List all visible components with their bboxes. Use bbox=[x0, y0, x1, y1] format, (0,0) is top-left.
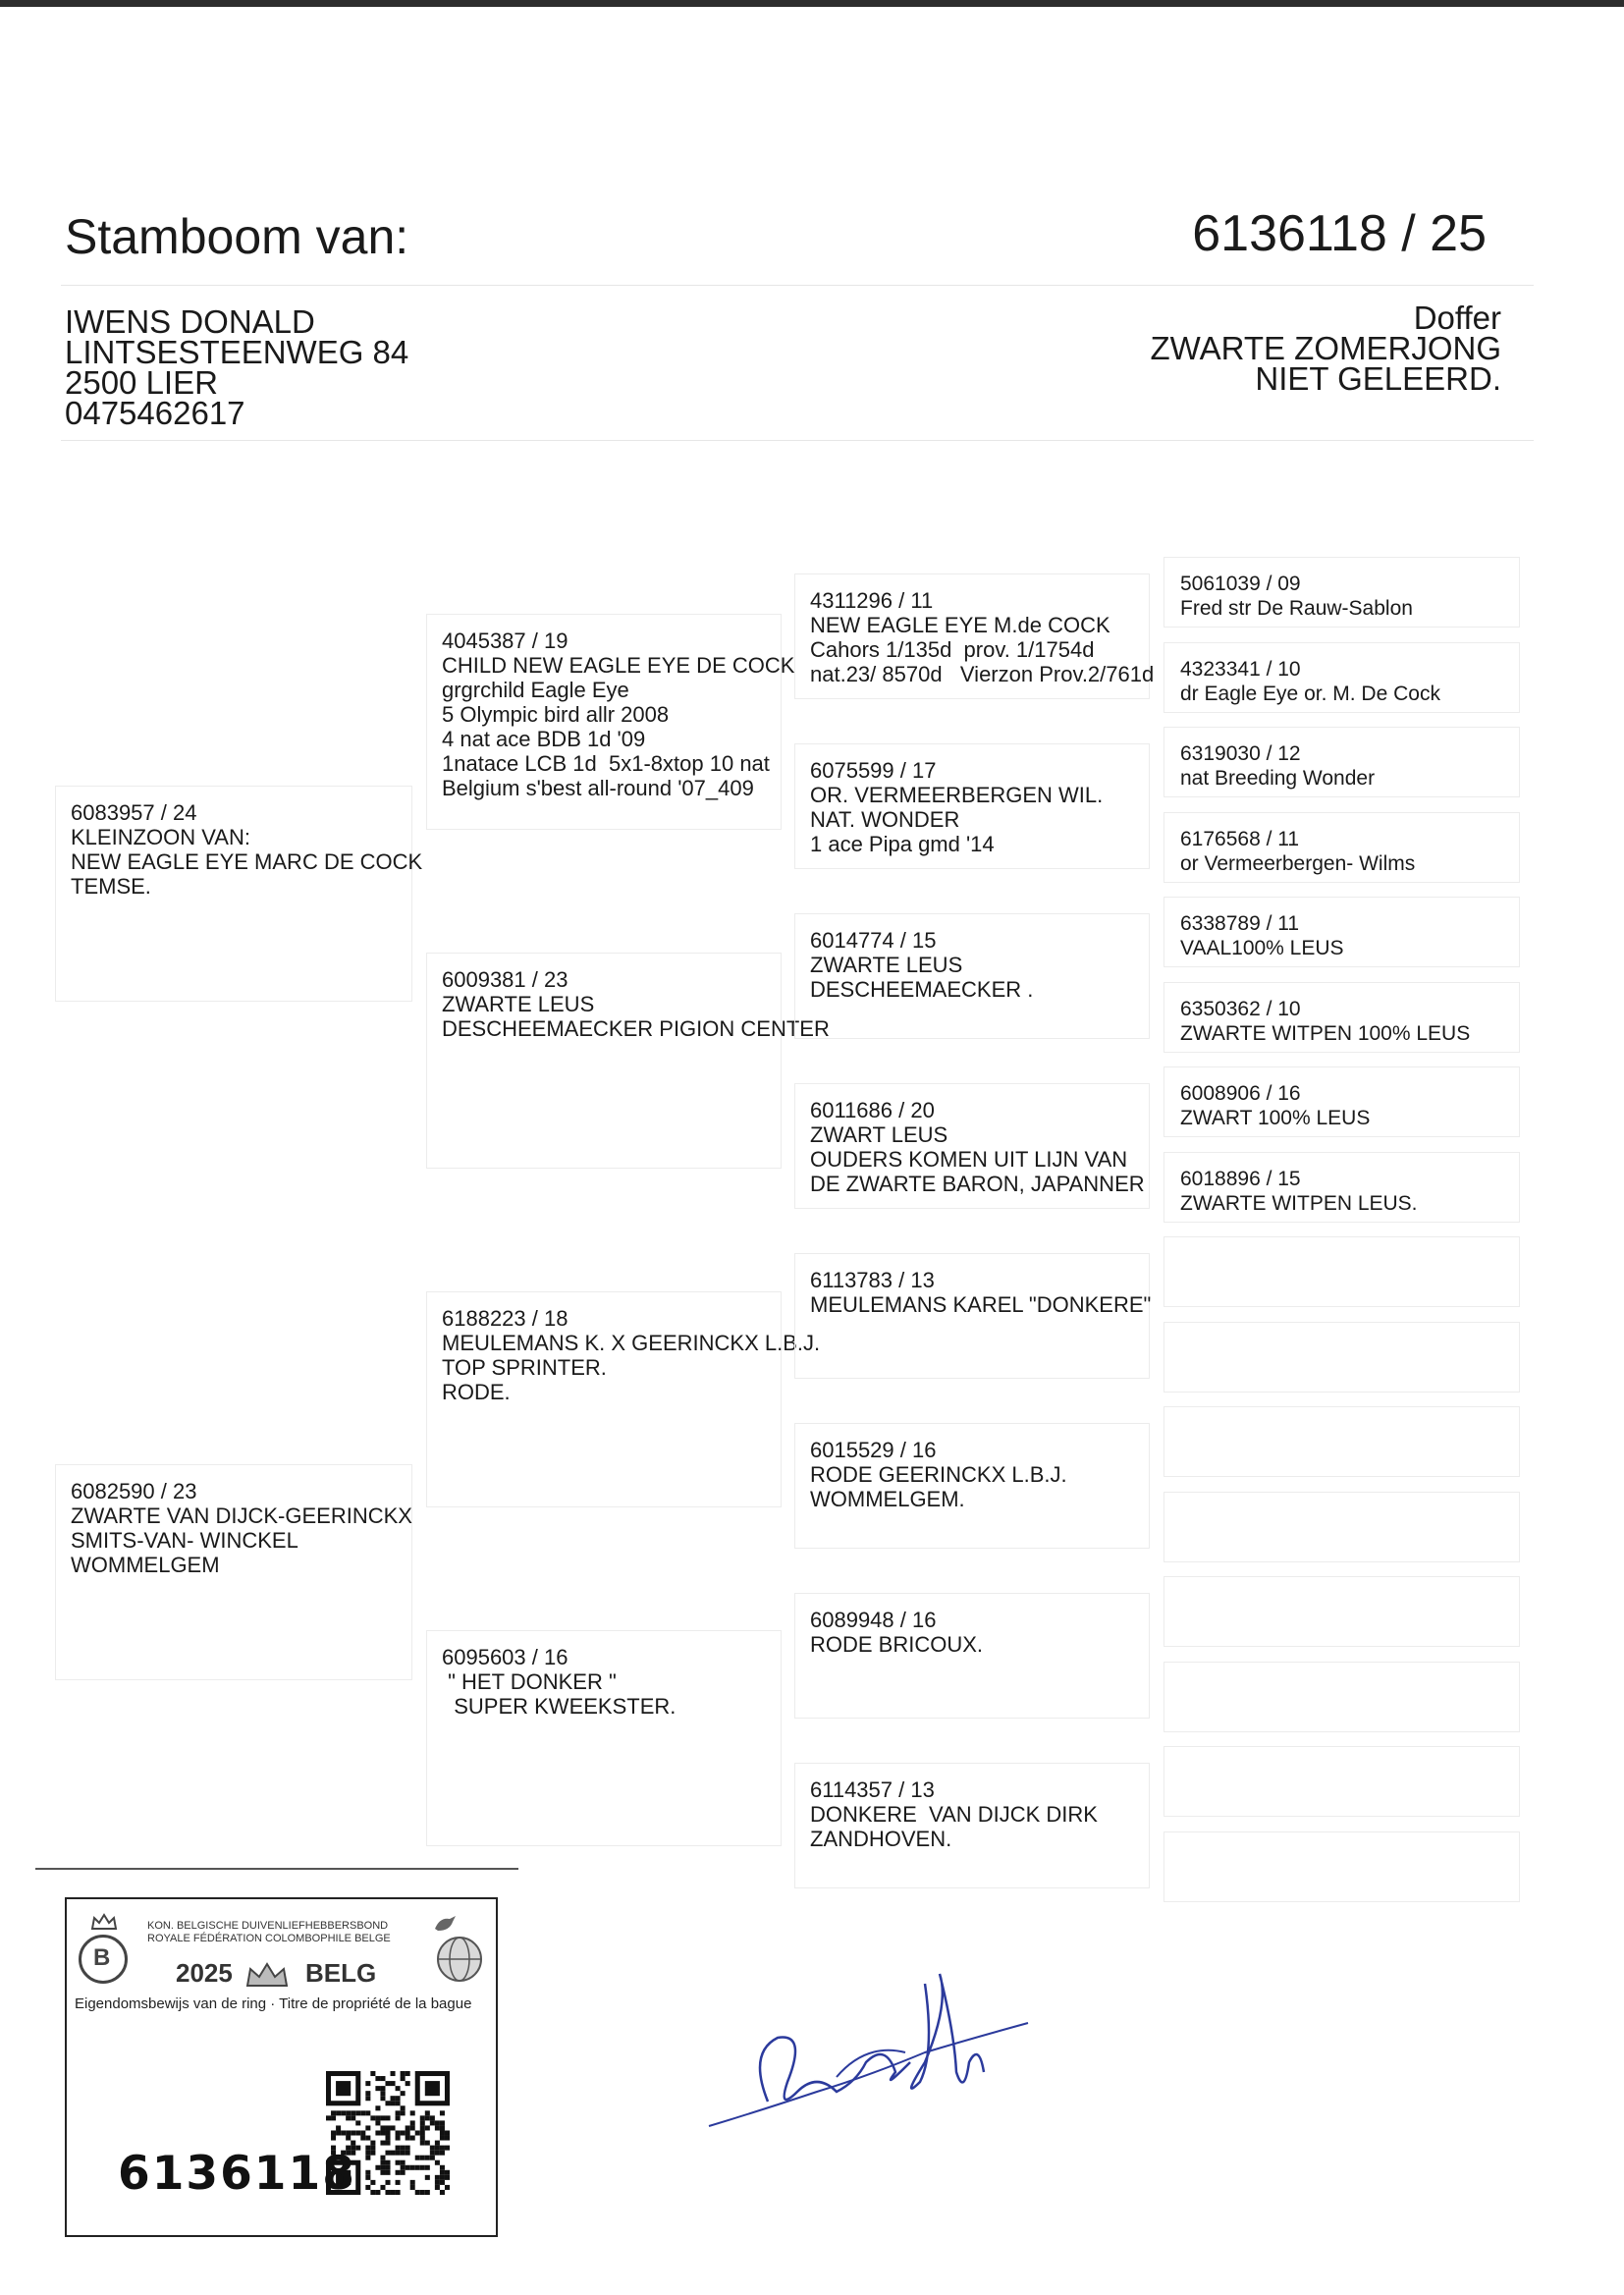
ancestor-note: OR. VERMEERBERGEN WIL. bbox=[810, 783, 1104, 807]
ring-number: 6350362 / 10 bbox=[1180, 998, 1301, 1020]
ancestor-note: NEW EAGLE EYE M.de COCK bbox=[810, 613, 1110, 637]
ring-number: 4311296 / 11 bbox=[810, 588, 934, 613]
bird-status: NIET GELEERD. bbox=[1255, 360, 1501, 397]
gen3-ancestor-box bbox=[794, 574, 1155, 699]
crown-icon bbox=[90, 1913, 118, 1931]
ancestor-note: RODE GEERINCKX L.B.J. bbox=[810, 1462, 1067, 1487]
ancestor-note: VAAL100% LEUS bbox=[1180, 937, 1344, 959]
gen4-ancestor-box bbox=[1164, 897, 1520, 967]
ancestor-note: ZWARTE VAN DIJCK-GEERINCKX bbox=[71, 1503, 412, 1528]
ancestor-note: dr Eagle Eye or. M. De Cock bbox=[1180, 683, 1440, 705]
ancestor-note: ZWARTE WITPEN LEUS. bbox=[1180, 1192, 1418, 1215]
ring-number: 6176568 / 11 bbox=[1180, 828, 1300, 850]
gen4-ancestor-box bbox=[1164, 812, 1520, 883]
ring-number: 4323341 / 10 bbox=[1180, 658, 1301, 681]
gen3-ancestor-box bbox=[794, 743, 1150, 869]
ring-number: 5061039 / 09 bbox=[1180, 573, 1301, 595]
ownership-text: Eigendomsbewijs van de ring · Titre de propriété de la bague bbox=[75, 1995, 472, 2012]
gen3-ancestor-box bbox=[794, 1253, 1150, 1379]
ancestor-note: KLEINZOON VAN: bbox=[71, 825, 250, 849]
ring-number: 6009381 / 23 bbox=[442, 967, 568, 992]
gen1-ancestor-box bbox=[55, 786, 423, 1002]
ancestor-note: 5 Olympic bird allr 2008 bbox=[442, 702, 670, 727]
gen2-ancestor-box bbox=[426, 1291, 821, 1507]
ancestor-note: SMITS-VAN- WINCKEL bbox=[71, 1528, 298, 1553]
bird-color: ZWARTE ZOMERJONG bbox=[1150, 330, 1501, 366]
ancestor-note: WOMMELGEM bbox=[71, 1553, 220, 1577]
owner-city: 2500 LIER bbox=[65, 364, 218, 401]
card-ring-number: 6136118 bbox=[118, 2147, 356, 2201]
org-name-fr: ROYALE FÉDÉRATION COLOMBOPHILE BELGE bbox=[147, 1933, 391, 1944]
gen4-ancestor-box bbox=[1164, 1662, 1520, 1732]
ancestor-note: OUDERS KOMEN UIT LIJN VAN bbox=[810, 1147, 1128, 1172]
ancestor-note: ZWARTE LEUS bbox=[442, 992, 595, 1016]
ancestor-note: Belgium s'best all-round '07_409 bbox=[442, 776, 754, 800]
ancestor-note: ZWART 100% LEUS bbox=[1180, 1107, 1371, 1129]
ancestor-note: Fred str De Rauw-Sablon bbox=[1180, 597, 1413, 620]
ancestor-note: RODE BRICOUX. bbox=[810, 1632, 984, 1657]
gen4-ancestor-box bbox=[1164, 1492, 1520, 1562]
gen4-ancestor-box bbox=[1164, 1746, 1520, 1817]
ancestor-note: TEMSE. bbox=[71, 874, 151, 899]
ancestor-note: grgrchild Eagle Eye bbox=[442, 678, 629, 702]
ring-number: 4045387 / 19 bbox=[442, 628, 568, 653]
card-separator bbox=[35, 1868, 518, 1870]
ancestor-note: CHILD NEW EAGLE EYE DE COCK bbox=[442, 653, 795, 678]
gen3-ancestor-box bbox=[794, 1593, 1150, 1719]
divider bbox=[61, 440, 1534, 441]
ancestor-note: DONKERE VAN DIJCK DIRK bbox=[810, 1802, 1098, 1827]
ring-number: 6338789 / 11 bbox=[1180, 912, 1300, 935]
gen3-ancestor-box bbox=[794, 1423, 1150, 1549]
ancestor-note: 1 ace Pipa gmd '14 bbox=[810, 832, 995, 856]
ancestor-note: TOP SPRINTER. bbox=[442, 1355, 607, 1380]
ring-number: 6114357 / 13 bbox=[810, 1777, 935, 1802]
divider bbox=[61, 285, 1534, 286]
ring-number: 6008906 / 16 bbox=[1180, 1082, 1301, 1105]
ancestor-note: WOMMELGEM. bbox=[810, 1487, 965, 1511]
pigeon-icon bbox=[432, 1913, 458, 1935]
ancestor-note: DESCHEEMAECKER PIGION CENTER bbox=[442, 1016, 830, 1041]
ring-number: 6015529 / 16 bbox=[810, 1438, 937, 1462]
ancestor-note: nat Breeding Wonder bbox=[1180, 767, 1376, 790]
gen4-ancestor-box bbox=[1164, 727, 1520, 797]
ancestor-note: RODE. bbox=[442, 1380, 511, 1404]
gen2-ancestor-box bbox=[426, 614, 795, 830]
federation-logo-icon: B bbox=[79, 1935, 128, 1984]
gen4-ancestor-box bbox=[1164, 557, 1520, 628]
ancestor-note: ZWARTE WITPEN 100% LEUS bbox=[1180, 1022, 1471, 1045]
card-country: BELG bbox=[305, 1958, 377, 1988]
ancestor-note: DE ZWARTE BARON, JAPANNER bbox=[810, 1172, 1145, 1196]
owner-name: IWENS DONALD bbox=[65, 303, 315, 340]
ring-number: 6113783 / 13 bbox=[810, 1268, 935, 1292]
gen4-ancestor-box bbox=[1164, 1152, 1520, 1223]
scan-top-edge bbox=[0, 0, 1624, 7]
gen2-ancestor-box bbox=[426, 953, 830, 1169]
ring-number: 6075599 / 17 bbox=[810, 758, 937, 783]
ring-number: 6083957 / 24 bbox=[71, 800, 197, 825]
gen4-ancestor-box bbox=[1164, 1576, 1520, 1647]
gen4-ancestor-box bbox=[1164, 1831, 1520, 1902]
ring-number: 6011686 / 20 bbox=[810, 1098, 935, 1122]
page-title: Stamboom van: bbox=[65, 209, 409, 264]
ancestor-note: 4 nat ace BDB 1d '09 bbox=[442, 727, 646, 751]
ancestor-note: NAT. WONDER bbox=[810, 807, 960, 832]
ancestor-note: MEULEMANS KAREL "DONKERE" bbox=[810, 1292, 1152, 1317]
signature-icon bbox=[699, 1944, 1033, 2141]
ancestor-note: 1natace LCB 1d 5x1-8xtop 10 nat bbox=[442, 751, 770, 776]
gen4-ancestor-box bbox=[1164, 982, 1520, 1053]
ring-number: 6319030 / 12 bbox=[1180, 742, 1301, 765]
ring-ownership-card bbox=[65, 1897, 498, 2237]
gen4-ancestor-box bbox=[1164, 1066, 1520, 1137]
ring-number: 6018896 / 15 bbox=[1180, 1168, 1301, 1190]
globe-icon bbox=[430, 1935, 489, 1984]
ring-number: 6095603 / 16 bbox=[442, 1645, 568, 1669]
ancestor-note: ZWART LEUS bbox=[810, 1122, 948, 1147]
gen1-ancestor-box bbox=[55, 1464, 412, 1680]
owner-street: LINTSESTEENWEG 84 bbox=[65, 334, 409, 370]
ancestor-note: MEULEMANS K. X GEERINCKX L.B.J. bbox=[442, 1331, 821, 1355]
crown-icon bbox=[244, 1960, 291, 1990]
ancestor-note: ZWARTE LEUS bbox=[810, 953, 963, 977]
gen4-ancestor-box bbox=[1164, 1236, 1520, 1307]
ring-number: 6014774 / 15 bbox=[810, 928, 937, 953]
ancestor-note: or Vermeerbergen- Wilms bbox=[1180, 852, 1416, 875]
gen3-ancestor-box bbox=[794, 1763, 1150, 1888]
gen3-ancestor-box bbox=[794, 1083, 1150, 1209]
gen2-ancestor-box bbox=[426, 1630, 782, 1846]
ring-number: 6082590 / 23 bbox=[71, 1479, 197, 1503]
owner-block bbox=[65, 303, 409, 431]
bird-info bbox=[1150, 300, 1502, 397]
ancestor-note: DESCHEEMAECKER . bbox=[810, 977, 1034, 1002]
ancestor-note: SUPER KWEEKSTER. bbox=[442, 1694, 677, 1719]
bird-sex: Doffer bbox=[1413, 300, 1501, 336]
owner-phone: 0475462617 bbox=[65, 395, 245, 431]
ring-number-header: 6136118 / 25 bbox=[1192, 205, 1487, 262]
card-year: 2025 bbox=[176, 1958, 233, 1988]
ancestor-note: NEW EAGLE EYE MARC DE COCK bbox=[71, 849, 423, 874]
ancestor-note: ZANDHOVEN. bbox=[810, 1827, 952, 1851]
ancestor-note: " HET DONKER " bbox=[442, 1669, 617, 1694]
org-name-nl: KON. BELGISCHE DUIVENLIEFHEBBERSBOND bbox=[147, 1920, 389, 1932]
ancestor-note: nat.23/ 8570d Vierzon Prov.2/761d bbox=[810, 662, 1155, 686]
gen4-ancestor-box bbox=[1164, 642, 1520, 713]
gen3-ancestor-box bbox=[794, 913, 1150, 1039]
ring-number: 6089948 / 16 bbox=[810, 1608, 937, 1632]
gen4-ancestor-box bbox=[1164, 1406, 1520, 1477]
ring-number: 6188223 / 18 bbox=[442, 1306, 568, 1331]
gen4-ancestor-box bbox=[1164, 1322, 1520, 1393]
ancestor-note: Cahors 1/135d prov. 1/1754d bbox=[810, 637, 1095, 662]
